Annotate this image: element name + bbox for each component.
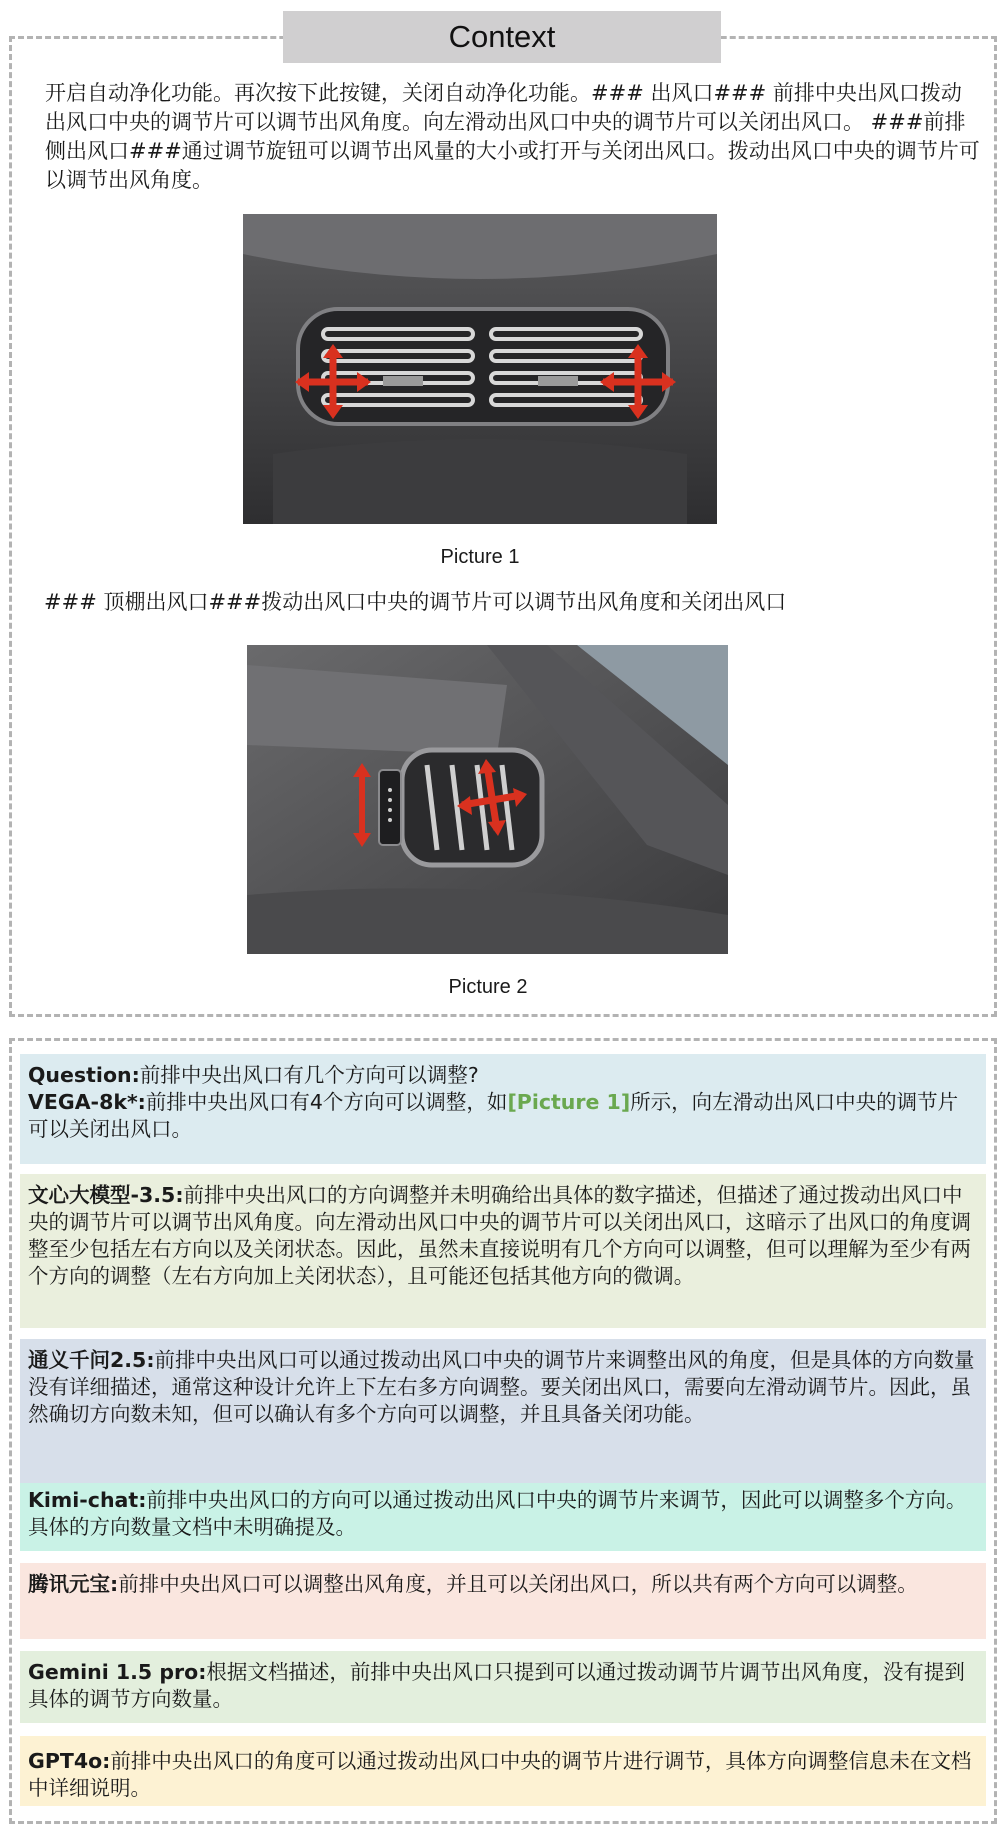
answer-text: 根据文档描述，前排中央出风口只提到可以通过拨动调节片调节出风角度，没有提到具体的调节方向数量。 [28, 1660, 965, 1711]
answer-gpt4o [20, 1736, 986, 1806]
picture-1-caption: Picture 1 [440, 546, 520, 568]
picture-2-side-vent [247, 645, 728, 954]
vega-text-before: 前排中央出风口有4个方向可以调整，如 [145, 1090, 508, 1114]
model-label: Gemini 1.5 pro: [28, 1660, 207, 1684]
answer-text: 前排中央出风口的方向可以通过拨动出风口中央的调节片来调节，因此可以调整多个方向。具体的方向数量文档中未明确提及。 [28, 1488, 967, 1539]
picture-reference: [Picture 1] [507, 1090, 631, 1114]
model-label: GPT4o: [28, 1749, 111, 1773]
context-paragraph-1: 开启自动净化功能。再次按下此按键，关闭自动净化功能。### 出风口### 前排中央出风口拨动出风口中央的调节片可以调节出风角度。向左滑动出风口中央的调节片可以关闭出风口。 ###前排侧出风口###通过调节旋钮可以调节出风量的大小或打开与关闭出风口。拨动出风口中央的调节片可以调节出风角度。 [45, 81, 980, 192]
question-text: 前排中央出风口有几个方向可以调整? [139, 1063, 479, 1087]
vega-answer-line [28, 1089, 978, 1143]
question-label: Question: [28, 1063, 140, 1087]
vega-text-after: 所示，向左滑动出风口中央的调节片可以关闭出风口。 [28, 1090, 959, 1141]
answer-kimi [20, 1483, 986, 1551]
model-label: Kimi-chat: [28, 1488, 147, 1512]
model-label: 文心大模型-3.5: [28, 1183, 184, 1207]
question-and-vega-answer [20, 1054, 986, 1164]
center-vent-illustration [243, 214, 717, 524]
answer-gemini [20, 1651, 986, 1723]
context-title: Context [283, 11, 721, 63]
model-label: 通义千问2.5: [28, 1348, 155, 1372]
vega-label: VEGA-8k*: [28, 1090, 146, 1114]
picture-2-caption: Picture 2 [448, 976, 528, 998]
question-line [28, 1062, 978, 1089]
answer-ernie [20, 1174, 986, 1328]
side-vent-illustration [247, 645, 728, 954]
answer-text: 前排中央出风口可以调整出风角度，并且可以关闭出风口，所以共有两个方向可以调整。 [118, 1572, 918, 1596]
answer-qwen [20, 1339, 986, 1493]
answer-text: 前排中央出风口可以通过拨动出风口中央的调节片来调整出风的角度，但是具体的方向数量没有详细描述，通常这种设计允许上下左右多方向调整。要关闭出风口，需要向左滑动调节片。因此，虽然确切方向数未知，但可以确认有多个方向可以调整，并且具备关闭功能。 [28, 1348, 975, 1426]
answer-text: 前排中央出风口的角度可以通过拨动出风口中央的调节片进行调节，具体方向调整信息未在文档中详细说明。 [28, 1749, 972, 1800]
picture-1-center-vent [243, 214, 717, 524]
context-paragraph-2: ### 顶棚出风口###拨动出风口中央的调节片可以调节出风角度和关闭出风口 [44, 590, 787, 614]
answer-text: 前排中央出风口的方向调整并未明确给出具体的数字描述，但描述了通过拨动出风口中央的调节片可以调节出风角度。向左滑动出风口中央的调节片可以关闭出风口，这暗示了出风口的角度调整至少包括左右方向以及关闭状态。因此，虽然未直接说明有几个方向可以调整，但可以理解为至少有两个方向的调整（左右方向加上关闭状态），且可能还包括其他方向的微调。 [28, 1183, 971, 1288]
answer-tencent-yuanbao [20, 1563, 986, 1639]
model-label: 腾讯元宝: [28, 1572, 119, 1596]
